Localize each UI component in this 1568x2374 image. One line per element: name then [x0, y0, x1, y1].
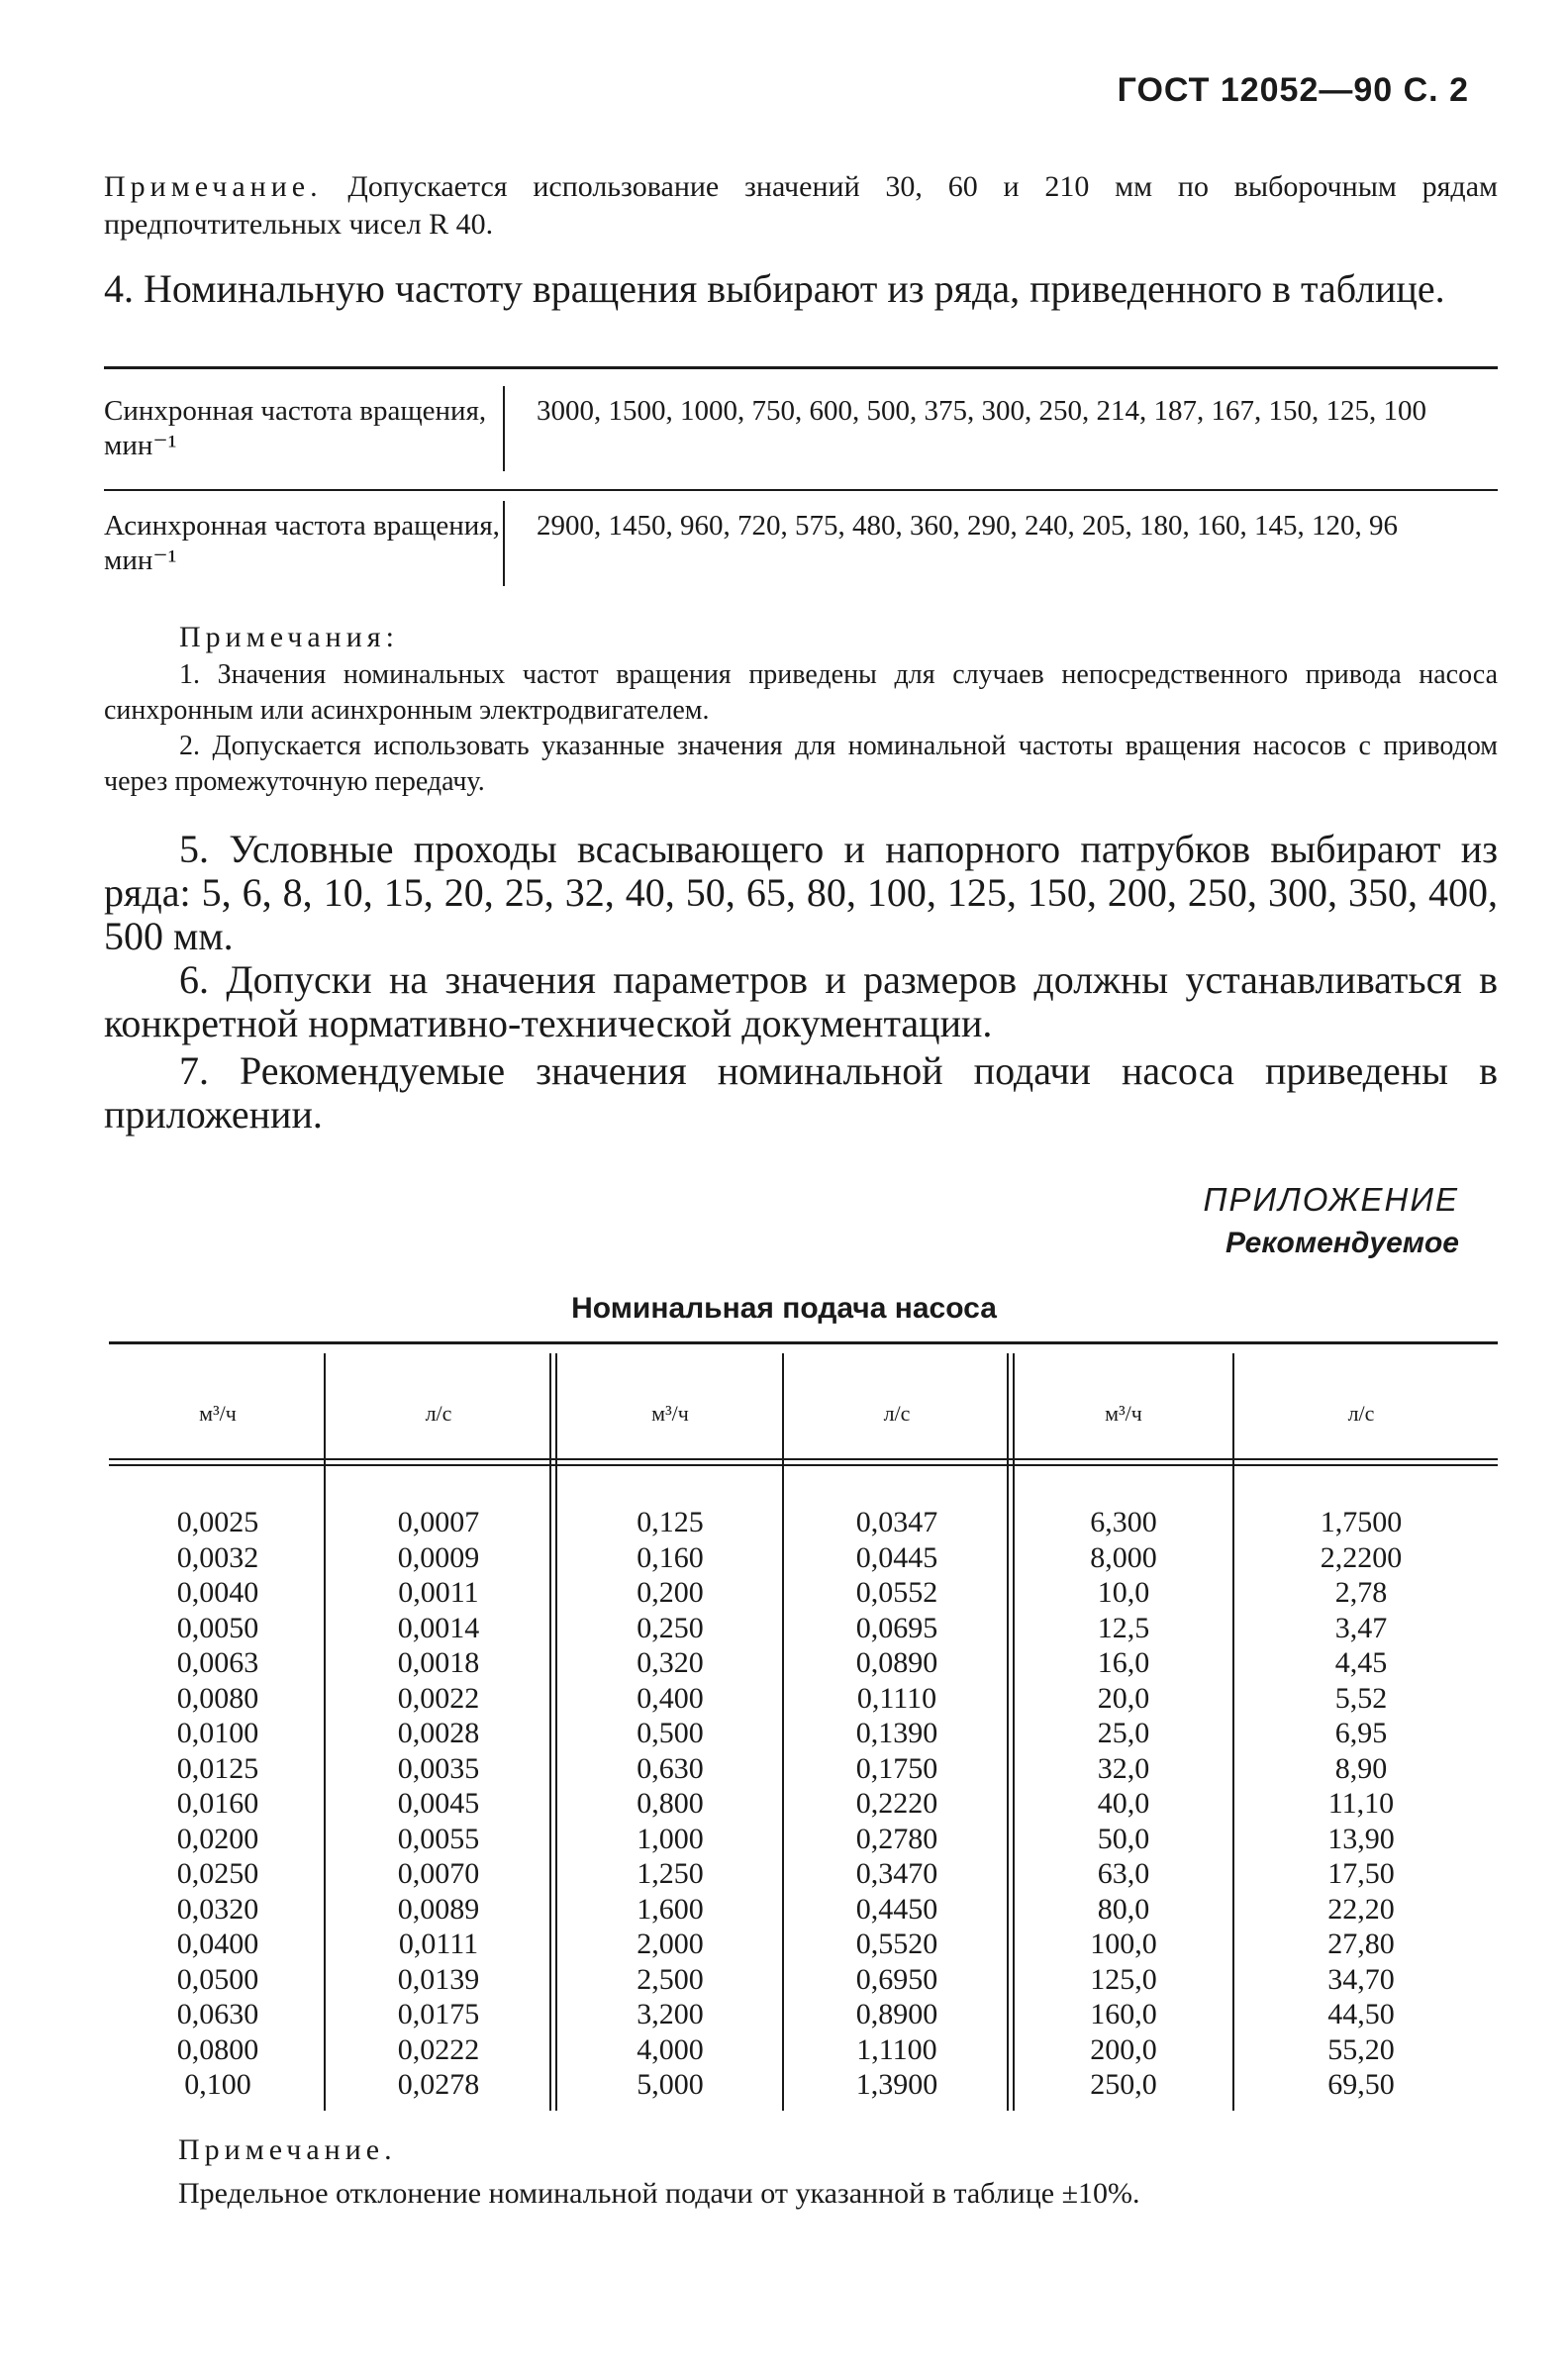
table-cell: 17,50 — [1327, 1857, 1395, 1890]
table-cell: 0,0500 — [176, 1962, 259, 1996]
freq-table-top-rule — [104, 366, 1498, 369]
table-cell: 0,1390 — [855, 1717, 938, 1749]
table-cell: 0,0400 — [176, 1928, 259, 1960]
notes-block — [104, 620, 1498, 800]
table-cell: 3,47 — [1334, 1611, 1388, 1644]
table-cell: 34,70 — [1327, 1962, 1395, 1996]
paragraph-6: 6. Допуски на значения параметров и размеров должны устанавливаться в конкретной нормативно-технической документации. — [104, 957, 1498, 1045]
table-cell: 10,0 — [1097, 1576, 1150, 1609]
note-top-text: Допускается использование значений 30, 60 и 210 мм по выборочным рядам предпочтительных чисел R 40. — [104, 170, 1498, 241]
table-cell: 4,45 — [1334, 1646, 1388, 1679]
table-cell: 16,0 — [1097, 1646, 1150, 1679]
table-cell: 0,0032 — [176, 1540, 259, 1574]
table-cell: 69,50 — [1327, 2068, 1395, 2101]
col-data-m3h-2 — [556, 1505, 784, 2103]
table-cell: 125,0 — [1090, 1962, 1157, 1996]
col-header-m3h-3: м³/ч — [1105, 1401, 1142, 1426]
table-cell: 0,0278 — [397, 2068, 480, 2101]
table-cell: 0,0320 — [176, 1892, 259, 1926]
table-cell: 0,0055 — [397, 1822, 480, 1855]
freq-values-async: 2900, 1450, 960, 720, 575, 480, 360, 290, 240, 205, 180, 160, 145, 120, 96 — [537, 510, 1398, 542]
table-cell: 0,0630 — [176, 1998, 259, 2030]
table-cell: 2,500 — [637, 1962, 704, 1996]
table-cell: 11,10 — [1327, 1787, 1395, 1820]
freq-divider — [503, 501, 505, 586]
table-cell: 22,20 — [1327, 1892, 1395, 1926]
note-bottom-label: Примечание. — [178, 2133, 397, 2166]
freq-label-async: Асинхронная частота вращения, мин⁻¹ — [104, 510, 500, 576]
table-cell: 0,320 — [637, 1646, 704, 1679]
table-cell: 80,0 — [1097, 1892, 1150, 1926]
table-cell: 0,1750 — [855, 1751, 938, 1785]
appendix-heading — [1204, 1178, 1459, 1265]
table-cell: 0,0011 — [398, 1576, 479, 1609]
note-top — [104, 168, 1498, 244]
table-cell: 0,2220 — [855, 1787, 938, 1820]
notes-title: Примечания: — [179, 621, 399, 653]
table-cell: 0,0040 — [176, 1576, 259, 1609]
table-cell: 0,500 — [637, 1717, 704, 1749]
page-header: ГОСТ 12052—90 С. 2 — [1117, 71, 1469, 109]
table-cell: 1,600 — [637, 1892, 704, 1926]
table-cell: 0,0800 — [176, 2032, 259, 2066]
note-bottom-text: Предельное отклонение номинальной подачи от указанной в таблице ±10%. — [178, 2177, 1140, 2210]
table-cell: 20,0 — [1097, 1681, 1150, 1715]
table-cell: 1,000 — [637, 1822, 704, 1855]
table-cell: 0,1110 — [856, 1681, 937, 1715]
table-cell: 0,0175 — [397, 1998, 480, 2030]
table-cell: 55,20 — [1327, 2032, 1395, 2066]
table-cell: 0,0552 — [855, 1576, 938, 1609]
table-cell: 1,3900 — [855, 2068, 938, 2101]
col-data-ls-2 — [783, 1505, 1011, 2103]
table-cell: 0,0250 — [176, 1857, 259, 1890]
table-cell: 25,0 — [1097, 1717, 1150, 1749]
table-cell: 12,5 — [1097, 1611, 1150, 1644]
table-cell: 0,0014 — [397, 1611, 480, 1644]
table-cell: 5,52 — [1334, 1681, 1388, 1715]
appendix-title: ПРИЛОЖЕНИЕ — [1203, 1181, 1459, 1218]
table-cell: 0,4450 — [855, 1892, 938, 1926]
table-cell: 200,0 — [1090, 2032, 1157, 2066]
table-cell: 0,0200 — [176, 1822, 259, 1855]
table-cell: 0,0007 — [397, 1506, 480, 1538]
table-cell: 250,0 — [1090, 2068, 1157, 2101]
col-data-m3h-3 — [1010, 1505, 1237, 2103]
table-cell: 5,000 — [637, 2068, 704, 2101]
note-bottom — [178, 2128, 1505, 2216]
table-cell: 0,0089 — [397, 1892, 480, 1926]
table-cell: 0,100 — [184, 2068, 251, 2101]
table-cell: 0,0347 — [855, 1506, 938, 1538]
table-cell: 0,200 — [637, 1576, 704, 1609]
table-cell: 8,000 — [1090, 1540, 1157, 1574]
col-header-ls-2: л/с — [883, 1401, 911, 1426]
note-item-1: 1. Значения номинальных частот вращения приведены для случаев непосредственного привода насоса синхронным или асинхронным электродвигателем. — [104, 659, 1498, 726]
table-cell: 0,2780 — [855, 1822, 938, 1855]
table-cell: 2,000 — [637, 1928, 704, 1960]
table-cell: 0,0028 — [397, 1717, 480, 1749]
table-cell: 0,0045 — [397, 1787, 480, 1820]
col-header-ls-3: л/с — [1347, 1401, 1375, 1426]
flow-table-top-rule — [109, 1341, 1498, 1344]
note-item-2: 2. Допускается использовать указанные значения для номинальной частоты вращения насосов с приводом через промежуточную передачу. — [104, 731, 1498, 797]
col-data-ls-3 — [1247, 1505, 1475, 2103]
flow-table — [109, 1341, 1498, 2109]
table-cell: 50,0 — [1097, 1822, 1150, 1855]
flow-table-title: Номинальная подача насоса — [571, 1292, 997, 1325]
table-cell: 0,0695 — [855, 1611, 938, 1644]
table-cell: 0,0160 — [176, 1787, 259, 1820]
table-cell: 0,0222 — [397, 2032, 480, 2066]
table-cell: 32,0 — [1097, 1751, 1150, 1785]
table-cell: 6,300 — [1090, 1506, 1157, 1538]
freq-label-sync: Синхронная частота вращения, мин⁻¹ — [104, 395, 487, 461]
table-cell: 0,800 — [637, 1787, 704, 1820]
table-cell: 100,0 — [1090, 1928, 1157, 1960]
freq-values-sync: 3000, 1500, 1000, 750, 600, 500, 375, 300, 250, 214, 187, 167, 150, 125, 100 — [537, 395, 1426, 427]
col-header-ls-1: л/с — [425, 1401, 452, 1426]
table-cell: 0,0035 — [397, 1751, 480, 1785]
table-cell: 0,0890 — [855, 1646, 938, 1679]
table-cell: 8,90 — [1334, 1751, 1388, 1785]
flow-table-header-rule — [109, 1458, 1498, 1460]
table-cell: 0,0125 — [176, 1751, 259, 1785]
table-cell: 0,0022 — [397, 1681, 480, 1715]
table-cell: 160,0 — [1090, 1998, 1157, 2030]
table-cell: 0,0100 — [176, 1717, 259, 1749]
table-cell: 2,2200 — [1320, 1540, 1403, 1574]
col-data-ls-1 — [325, 1505, 552, 2103]
table-cell: 0,0063 — [176, 1646, 259, 1679]
table-cell: 0,0080 — [176, 1681, 259, 1715]
flow-table-header-rule — [109, 1464, 1498, 1466]
table-cell: 0,3470 — [855, 1857, 938, 1890]
table-cell: 2,78 — [1334, 1576, 1388, 1609]
freq-divider — [503, 386, 505, 471]
col-data-m3h-1 — [104, 1505, 332, 2103]
table-cell: 3,200 — [637, 1998, 704, 2030]
col-header-m3h-2: м³/ч — [651, 1401, 689, 1426]
table-cell: 0,0018 — [397, 1646, 480, 1679]
table-cell: 40,0 — [1097, 1787, 1150, 1820]
table-cell: 0,8900 — [855, 1998, 938, 2030]
table-cell: 0,5520 — [855, 1928, 938, 1960]
paragraph-4: 4. Номинальную частоту вращения выбирают из ряда, приведенного в таблице. — [104, 266, 1445, 311]
table-cell: 0,6950 — [855, 1962, 938, 1996]
table-cell: 13,90 — [1327, 1822, 1395, 1855]
table-cell: 0,400 — [637, 1681, 704, 1715]
table-cell: 44,50 — [1327, 1998, 1395, 2030]
table-cell: 0,0025 — [176, 1506, 259, 1538]
table-cell: 1,250 — [637, 1857, 704, 1890]
table-cell: 4,000 — [637, 2032, 704, 2066]
table-cell: 63,0 — [1097, 1857, 1150, 1890]
table-cell: 1,7500 — [1320, 1506, 1403, 1538]
table-cell: 0,125 — [637, 1506, 704, 1538]
table-cell: 0,0009 — [397, 1540, 480, 1574]
table-cell: 1,1100 — [856, 2032, 937, 2066]
table-cell: 6,95 — [1334, 1717, 1388, 1749]
table-cell: 0,0139 — [397, 1962, 480, 1996]
col-header-m3h-1: м³/ч — [199, 1401, 237, 1426]
freq-table-mid-rule — [104, 489, 1498, 491]
note-top-label: Примечание. — [104, 170, 323, 203]
table-cell: 0,160 — [637, 1540, 704, 1574]
table-cell: 0,250 — [637, 1611, 704, 1644]
table-cell: 27,80 — [1327, 1928, 1395, 1960]
table-cell: 0,630 — [637, 1751, 704, 1785]
paragraph-5: 5. Условные проходы всасывающего и напорного патрубков выбирают из ряда: 5, 6, 8, 10, 15, 20, 25, 32, 40, 50, 65, 80, 100, 125, 150, 200, 250, 300, 350, 400, 500 мм. — [104, 827, 1498, 958]
table-cell: 0,0111 — [398, 1928, 479, 1960]
appendix-subtitle: Рекомендуемое — [1225, 1227, 1459, 1259]
table-cell: 0,0445 — [855, 1540, 938, 1574]
table-cell: 0,0050 — [176, 1611, 259, 1644]
table-cell: 0,0070 — [397, 1857, 480, 1890]
paragraph-7: 7. Рекомендуемые значения номинальной подачи насоса приведены в приложении. — [104, 1048, 1498, 1137]
